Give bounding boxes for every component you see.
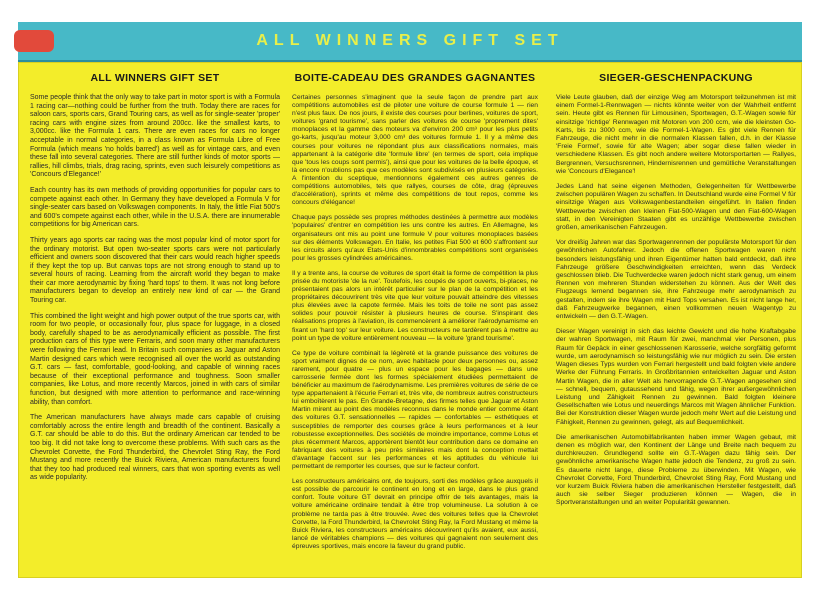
german-paragraph: Viele Leute glauben, daß der einzige Weg am Motorsport teilzunehmen ist mit einem Formel-1-Rennwagen — nichts könnte weiter von der Wahrheit entfernt sein. Heute gibt es Rennen für Limousinen, Sportwagen, G.T.-Wagen sowie für einsitzige 'richtige' Rennwagen mit Motoren von 200 ccm, wie die kleinsten Go-Karts, bis zu 3000 ccm, wie die Formel-1-Wagen. Es gibt viele Rennen für Fahrzeuge, die nicht mehr in die normalen Klassen fallen, d.h. in der Klasse 'Freie Formel', sowie für alte Wagen; aber sogar diese fallen wieder in verschiedene Klassen. Es gibt noch andere weitere Motorsportarten — Rallyes, Bergrennen, Versuchsrennen, Hindernisrennen und gemütliche Veranstaltungen wie 'Concours d'Elegance'! [556, 94, 796, 175]
french-paragraph: Les constructeurs américains ont, de toujours, sorti des modèles grâce auxquels il est possible de parcourir le continent en long et en large, dans le plus grand confort. Toute voiture GT devrait en principe offrir de tels avantages, mais la voiture américaine ordinaire tendait à être trop volumineuse. La solution à ce problème ne tarda pas à être trouvée. Avec des voitures telles que la Chevrolet Corvette, la Ford Thunderbird, la Chevrolet Sting Ray, la Ford Mustang et même la Buick Riviera, les constructeurs américains découvrirent qu'ils avaient, eux aussi, lancé de véritables champions — des voitures qui gagnaient non seulement des épreuves sportives, mais encore la faveur du grand public. [292, 478, 538, 550]
english-paragraph: Some people think that the only way to take part in motor sport is with a Formula 1 racing car—nothing could be further from the truth. Today there are races for saloon cars, sports cars, Grand Touring cars, as well as for single-seater 'proper' racing cars with engine sizes from around 200cc. like the smallest karts, to 3,000cc. like the Formula 1 cars. There are even races for cars no longer acceptable in normal categories, in a class known as Formula Libre of Free Formula (which means 'no holds barred') as well as for vintage cars, and even these fall into several categories. There are still further kinds of motor sports — rallies, hill climbs, trials, drag racing, sprints, even such leisurely competitions as 'Concours d'Elegance!' [30, 94, 280, 179]
french-heading: BOITE-CADEAU DES GRANDES GAGNANTES [294, 72, 536, 84]
french-paragraph: Chaque pays possède ses propres méthodes destinées à permettre aux modèles 'populaires' d'entrer en compétition les uns contre les autres. En Allemagne, les organisateurs ont mis au point une formule V pour voitures monoplaces basées sur des éléments Volkswagen. En Italie, les petites Fiat 500 et 600 s'affrontent sur les circuits alors qu'aux Etats-Unis d'innombrables compétitions sont organisées pour les grosses cylindrées américaines. [292, 214, 538, 262]
column-german [550, 62, 800, 578]
text-panel [18, 62, 802, 578]
column-french [290, 62, 542, 578]
french-paragraph: Certaines personnes s'imaginent que la seule façon de prendre part aux compétitions automobiles est de piloter une voiture de course formule 1 — rien n'est plus faux. De nos jours, il existe des courses pour berlines, voitures de sport, voitures 'grand tourisme', sans parler des voitures de course 'proprement dites' monoplaces et la gamme des moteurs va d'environ 200 cm³ pour les plus petits go-karts, jusqu'au moteur 3,000 cm³ des voitures formule 1. Il y a même des courses pour voitures ne répondant plus aux classifications normales, mais appartenant à la catégorie dite 'formule libre' (en termes de sport, cela implique que 'tous les coups sont permis'), ainsi que pour les voitures de la belle époque, et là encore n'oublions pas que ces modèles sont subdivisés en plusieurs catégories. A l'intention du sceptique, mentionnons également ces autres genres de compétitions automobiles, tels que rallyes, courses de côte, drag (épreuves d'accélération), sprints et même des compétitions de tout repos, comme les concours d'élégance! [292, 94, 538, 207]
lid-strip-title: ALL WINNERS GIFT SET [256, 32, 564, 49]
french-paragraph: Ce type de voiture combinait la légèreté et la grande puissance des voitures de sport vraiment dignes de ce nom, avec habitacle pour deux personnes ou, assez rarement, pour quatre — plus un espace pour les bagages — dans une carrosserie fermée dont les formes spécialement étudiées permettaient de bénéficier au maximum de l'aérodynamisme. Les premières voitures de série de ce type appartenaient à l'écurie Ferrari et, très vite, de nombreux autres constructeurs lui emboîtèrent le pas. En Grande-Bretagne, des firmes telles que Jaguar et Aston Martin mirent au point des modèles reconnus dans le monde entier comme étant des voitures G.T. sensationnelles — rapides — confortables — esthétiques et susceptibles de remporter des courses grâce à leurs performances et à leur robustesse exceptionnelles. Des sociétés de moindre importance, comme Lotus et plus récemment Marcos, apportèrent bientôt leur contribution dans ce domaine en fabriquant des voitures à peu près similaires mais dont la conception mettait d'avantage l'accent sur les performances et les aptitudes du véhicule lui permettant de remporter les courses, que sur le facteur confort. [292, 349, 538, 471]
english-paragraph: Thirty years ago sports car racing was the most popular kind of motor sport for the ordinary motorist. But open two-seater sports cars were not particularly efficient and owners soon discovered that their cars would reach higher speeds if they kept the top up. But canvas tops are not strong enough to stand up to several hours of racing. Learning from the aircraft world they began to make their car more aerodynamic by fixing 'hard tops' to them. It was not long before manufacturers began to develop an entirely new kind of car — the Grand Touring car. [30, 236, 280, 305]
german-paragraph: Jedes Land hat seine eigenen Methoden, Gelegenheiten für Wettbewerbe zwischen populären Wagen zu schaffen. In Deutschland wurde eine Formel V für einsitzige Wagen aus Volkswagenbestandteilen eingeführt. In Italien finden Wettbewerbe zwischen den kleinen Fiat-500-Wagen und den Fiat-600-Wagen statt, in den Vereinigten Staaten gibt es unzählige Wettbewerbe zwischen großen, amerikanischen Fahrzeugen. [556, 183, 796, 232]
column-english [24, 62, 284, 578]
german-heading: SIEGER-GESCHENPACKUNG [599, 72, 753, 84]
english-paragraph: The American manufacturers have always made cars capable of cruising comfortably across the entire length and breadth of the continent. Basically a G.T. car should be able to do this. But the ordinary American car tended to be too big. It did not take long to overcome these problems. With such cars as the Chevrolet Corvette, the Ford Thunderbird, the Chevrolet Sting Ray, the Ford Mustang and more recently the Buick Riviera, American manufacturers found that they too had produced real winners, cars that won sporting events as well as wide popularity. [30, 414, 280, 482]
lid-edge-strip [18, 22, 802, 62]
german-paragraph: Vor dreißig Jahren war das Sportwagenrennen der populärste Motorsport für den gewöhnlichen Autofahrer. Jedoch die offenen Sportwagen waren nicht besonders leistungsfähig und ihren Eigentümer hatten bald entdeckt, daß ihre Fahrzeuge größere Geschwindigkeiten erreichten, wenn das Verdeck geschlossen blieb. Die Tuchverdecke waren jedoch nicht stark genug, um einem Rennen von mehreren Stunden widerstehen zu können. Aus der Welt des Flugzeugs lernend begannen sie, ihre Fahrzeuge mehr aerodynamisch zu gestalten, indem sie ihre Wagen mit Hard Tops versahen. Es ist nicht lange her, daß Fahrzeugwerke begannen, einen vollkommen neuen Wagentyp zu entwickeln — den G.T.-Wagen. [556, 239, 796, 321]
german-paragraph: Die amerikanischen Automobilfabrikanten haben immer Wagen gebaut, mit denen es möglich war, den Kontinent der Länge und Breite nach bequem zu durchkreuzen. Grundlegend sollte ein G.T.-Wagen dazu fähig sein. Der gewöhnliche amerikanische Wagen hatte jedoch die Tendenz, zu groß zu sein. Es dauerte nicht lange, diese Probleme zu überwinden. Mit Wagen, wie Chevrolet Corvette, Ford Thunderbird, Chevrolet Sting Ray, Ford Mustang und vor kurzem Buick Riviera haben die amerikanischen Hersteller festgestellt, daß auch sie selber Sieger produzieren können — Wagen, die in Sportveranstaltungen und an weiter Popularität gewannen. [556, 433, 796, 507]
english-paragraph: This combined the light weight and high power output of the true sports car, with room for two people, or occasionally four, plus space for luggage, in a closed body, carefully shaped to be as aerodynamically efficient as possible. The first production cars of this type were Ferraris, and soon many other manufacturers were following the Ferrari lead. In Britain such companies as Jaguar and Aston Martin designed cars which were recognised all over the world as outstanding G.T. cars — fast, comfortable, good-looking, and capable of winning races because of their exceptional performance and toughness. Soon smaller companies, like Lotus, and more recently Marcos, joined in with cars of similar function, but designed with more attention to performance and race-winning ability, than comfort. [30, 312, 280, 406]
german-paragraph: Dieser Wagen vereinigt in sich das leichte Gewicht und die hohe Kraftabgabe der wahren Sportwagen, mit Raum für zwei, manchmal vier Personen, plus Raum für Gepäck in einer geschlossenen Karosserie, welche sorgfältig geformt wurde, um aerodynamisch so leistungsfähig wie nur möglich zu sein. Die ersten Wagen dieses Typs wurden von Ferrari hergestellt und bald folgten viele andere Werke der Führung Ferraris. In Großbritannien entwickelten Jaguar und Aston Martin Wagen, die in aller Welt als hervorragende G.T.-Wagen angesehen sind — schnell, bequem, gutaussehend und fähig, wegen ihrer außergewöhnlichen Leistung und Zähigkeit Rennen zu gewinnen. Bald folgten kleinere Gesellschaften wie Lotus und neuerdings Marcos mit Wagen ähnlicher Funktion. Bei der Konstruktion dieser Wagen wurde jedoch mehr Wert auf die Leistung und Fähigkeit, Rennen zu gewinnen, gelegt, als auf Bequemlichkeit. [556, 328, 796, 426]
english-heading: ALL WINNERS GIFT SET [90, 72, 220, 84]
french-paragraph: Il y a trente ans, la course de voitures de sport était la forme de compétition la plus prisée du motoriste 'de la rue'. Toutefois, les coupés de sport ouverts, bi-places, ne présentaient pas alors un intérêt particulier sur le plan de la compétition et les propriétaires découvrirent très vite que leur voiture pouvait atteindre des vitesses plus élevées avec la capote fermée. Mais les toits de toile ne sont pas assez solides pour pouvoir résister à plusieurs heures de course. S'inspirant des réalisations propres à l'aviation, ils commencèrent à améliorer l'aérodynamisme en fixant un 'hard top' sur leur voiture. Les constructeurs ne tardèrent pas à mettre au point un type de voiture entièrement nouveau — la voiture 'grand tourisme'. [292, 269, 538, 342]
english-paragraph: Each country has its own methods of providing opportunities for popular cars to compete against each other. In Germany they have developed a Formula V for single-seater cars based on Volkswagen components. In Italy, the little Fiat 500's and 600's compete against each other, while in the U.S.A. there are innumerable competitions for big American cars. [30, 186, 280, 229]
